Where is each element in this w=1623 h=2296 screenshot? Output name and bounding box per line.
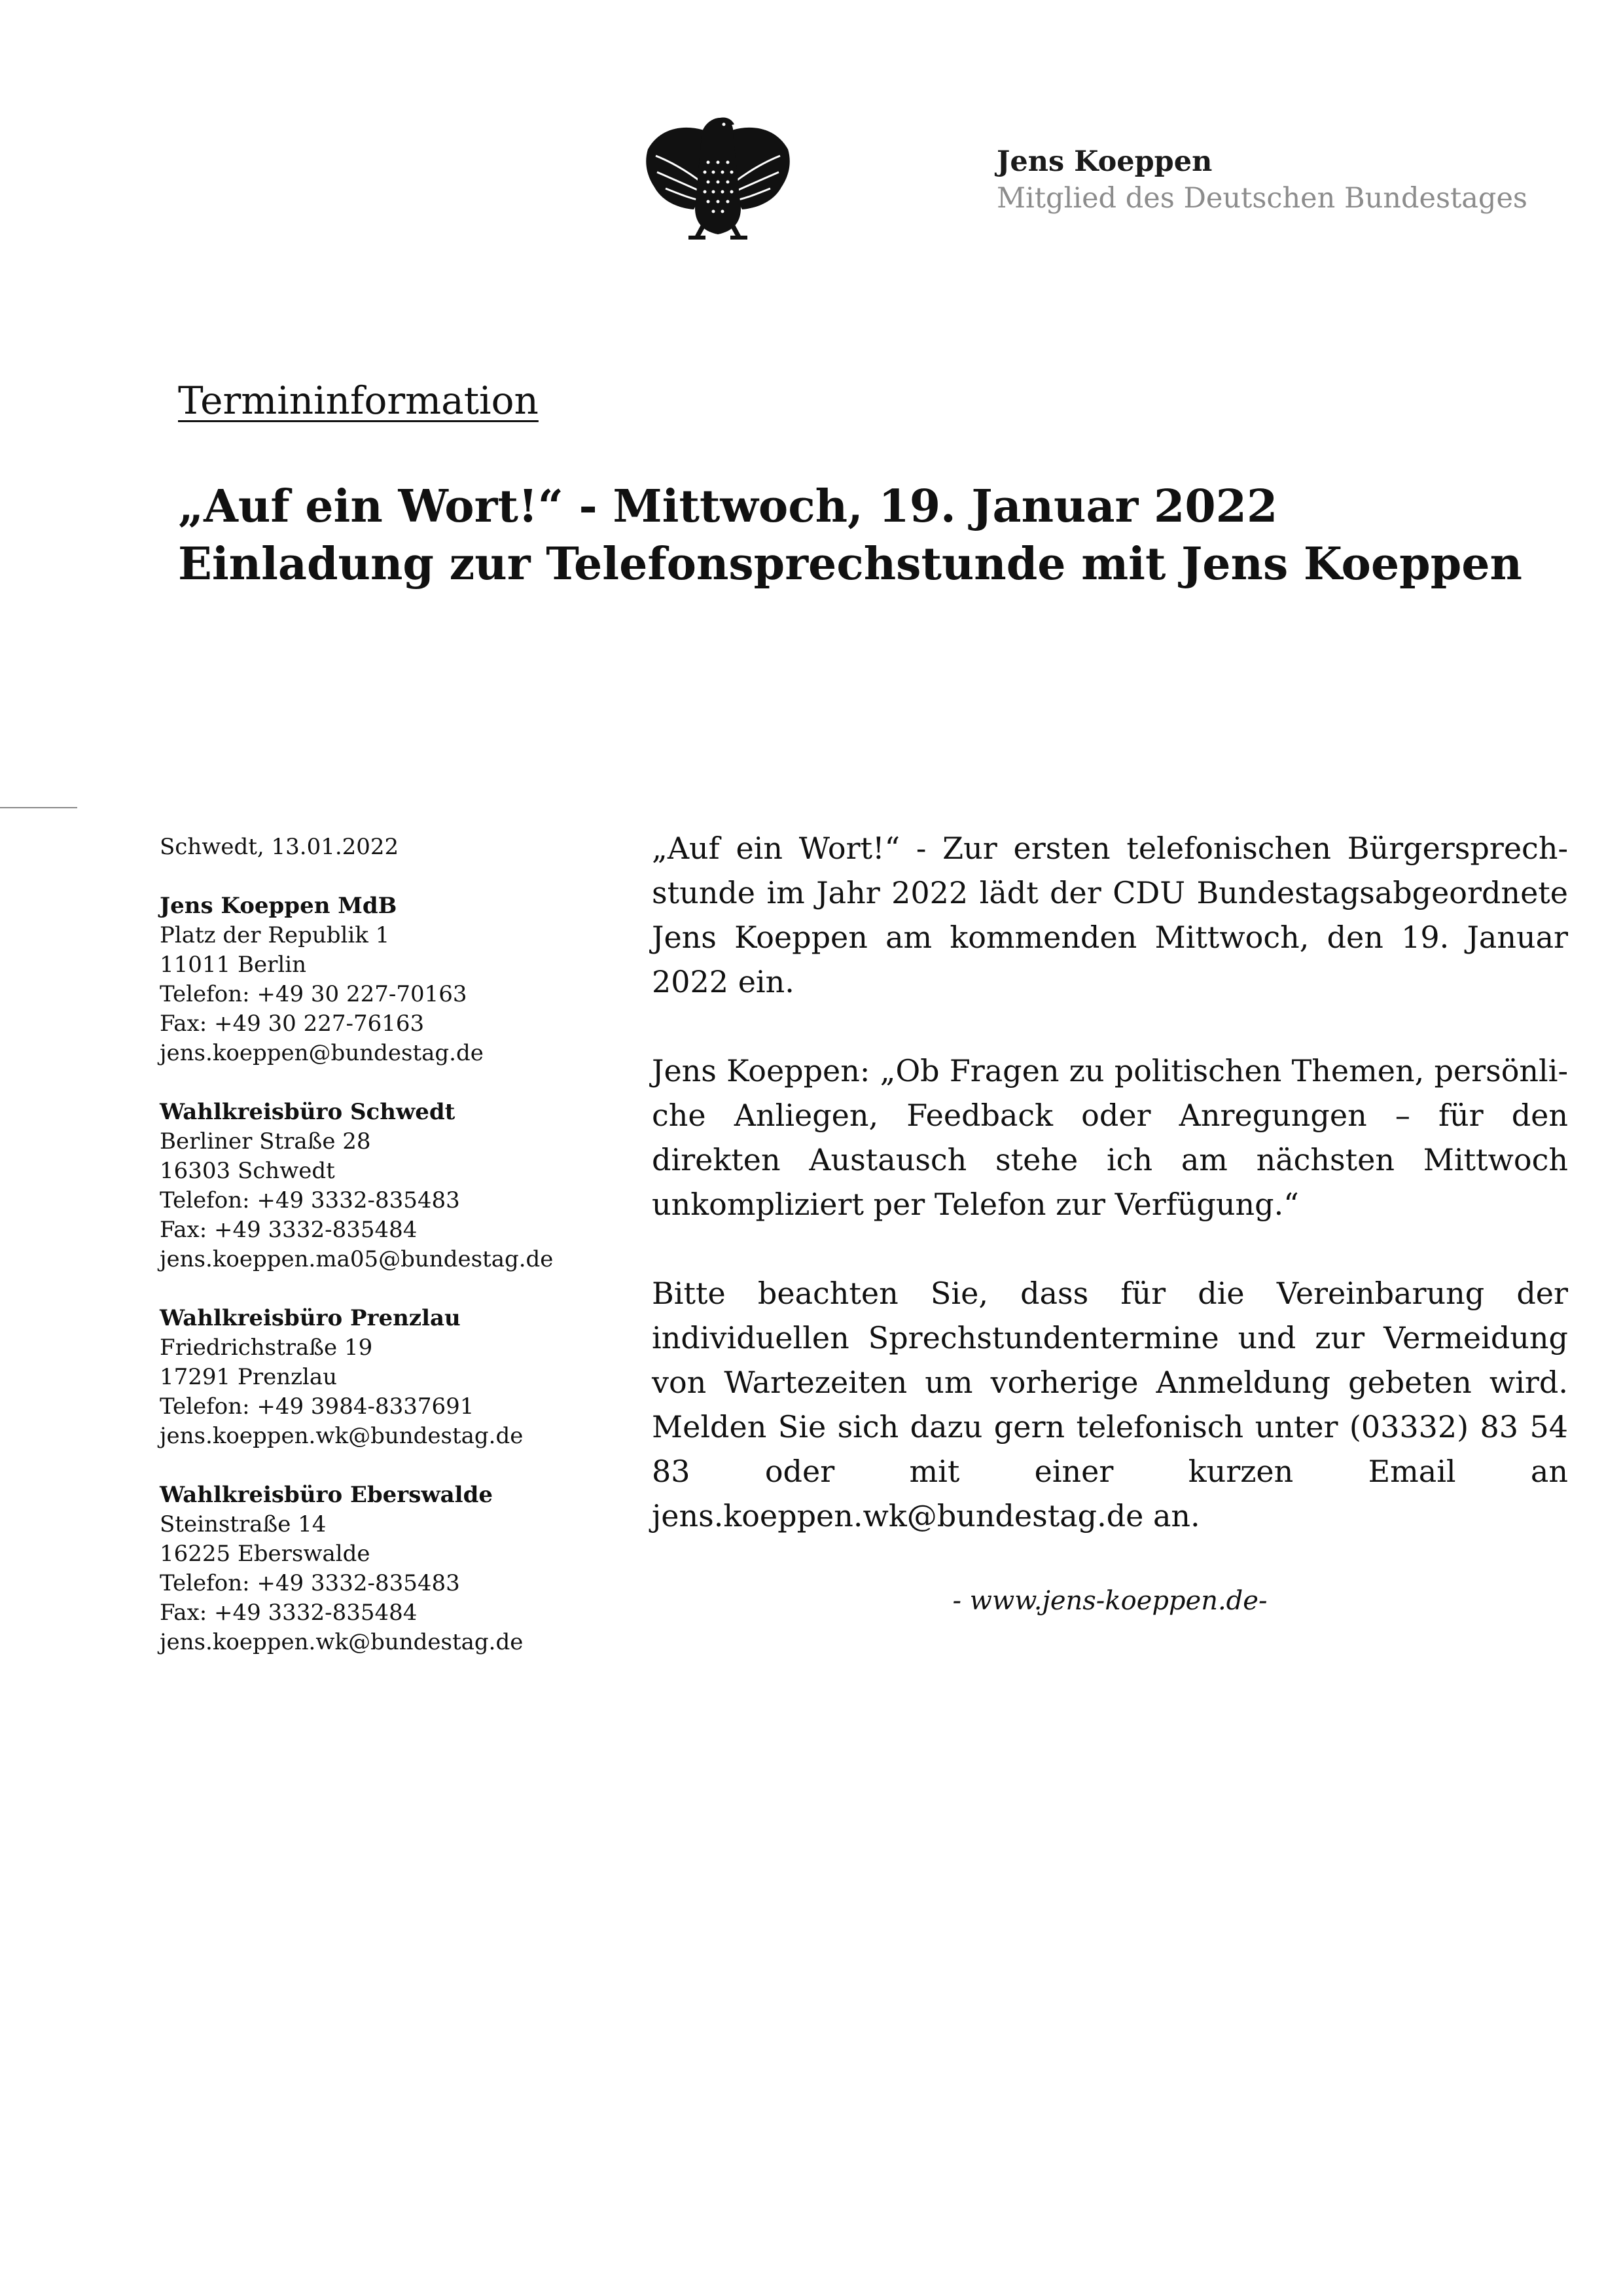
contact-line: 16303 Schwedt <box>160 1158 335 1184</box>
contact-blocks <box>160 891 565 1657</box>
contact-block <box>160 1480 565 1657</box>
contact-block-title: Jens Koeppen MdB <box>160 893 397 919</box>
contact-line: Fax: +49 3332-835484 <box>160 1217 418 1243</box>
contact-line[interactable]: jens.koeppen.wk@bundestag.de <box>160 1629 524 1655</box>
contact-block <box>160 1304 565 1451</box>
contact-block <box>160 891 565 1068</box>
contact-sidebar <box>160 833 565 1687</box>
body-text <box>652 826 1568 1583</box>
contact-line[interactable]: jens.koeppen.ma05@bundestag.de <box>160 1246 554 1272</box>
bundestag-eagle-icon <box>643 110 793 241</box>
contact-block-title: Wahlkreisbüro Eberswalde <box>160 1482 493 1508</box>
contact-line: Fax: +49 30 227-76163 <box>160 1011 425 1037</box>
body-paragraph: Bitte beachten Sie, dass für die Vereinbarung der individuellen Sprechstundentermine und zur Vermeidung von Wartezeiten um vorherige Anmeldung gebeten wird. Melden Sie sich dazu gern telefonisch unter (03332) 83 54 83 oder mit einer kurzen Email an jens.koeppen.wk@bundestag.de an. <box>652 1276 1568 1534</box>
contact-line: Fax: +49 3332-835484 <box>160 1600 418 1626</box>
contact-block-title: Wahlkreisbüro Prenzlau <box>160 1305 461 1331</box>
headline-line-1: „Auf ein Wort!“ - Mittwoch, 19. Januar 2022 <box>178 480 1278 533</box>
contact-line[interactable]: jens.koeppen.wk@bundestag.de <box>160 1423 524 1449</box>
document-type: Termininformation <box>178 378 539 423</box>
header-name: Jens Koeppen <box>997 145 1213 178</box>
footer-website[interactable]: - www.jens-koeppen.de- <box>952 1586 1268 1616</box>
document-date: Schwedt, 13.01.2022 <box>160 834 399 860</box>
contact-line: 16225 Eberswalde <box>160 1541 370 1567</box>
contact-line: Berliner Straße 28 <box>160 1128 371 1155</box>
contact-line: Friedrichstraße 19 <box>160 1335 373 1361</box>
headline <box>178 478 1522 593</box>
contact-block <box>160 1098 565 1274</box>
contact-line: Telefon: +49 3332-835483 <box>160 1570 460 1596</box>
body-paragraph: Jens Koeppen: „Ob Fragen zu politischen Themen, persönliche Anliegen, Feedback oder Anregungen – für den direkten Austausch stehe ich am nächsten Mittwoch unkompliziert per Telefon zur Verfügung.“ <box>652 1053 1568 1222</box>
header-subtitle: Mitglied des Deutschen Bundestages <box>997 182 1527 215</box>
contact-line: Telefon: +49 3332-835483 <box>160 1187 460 1213</box>
contact-line[interactable]: jens.koeppen@bundestag.de <box>160 1040 484 1066</box>
contact-block-title: Wahlkreisbüro Schwedt <box>160 1099 455 1125</box>
contact-line: Platz der Republik 1 <box>160 922 390 948</box>
contact-line: Steinstraße 14 <box>160 1511 327 1537</box>
headline-line-2: Einladung zur Telefonsprechstunde mit Jens Koeppen <box>178 538 1522 590</box>
fold-mark <box>0 807 77 808</box>
contact-line: 11011 Berlin <box>160 952 306 978</box>
body-paragraph: „Auf ein Wort!“ - Zur ersten telefonischen Bürgersprechstunde im Jahr 2022 lädt der CDU Bundestagsabgeordnete Jens Koeppen am kommenden Mittwoch, den 19. Januar 2022 ein. <box>652 831 1568 999</box>
contact-line: 17291 Prenzlau <box>160 1364 338 1390</box>
contact-line: Telefon: +49 30 227-70163 <box>160 981 467 1007</box>
contact-line: Telefon: +49 3984-8337691 <box>160 1393 474 1420</box>
